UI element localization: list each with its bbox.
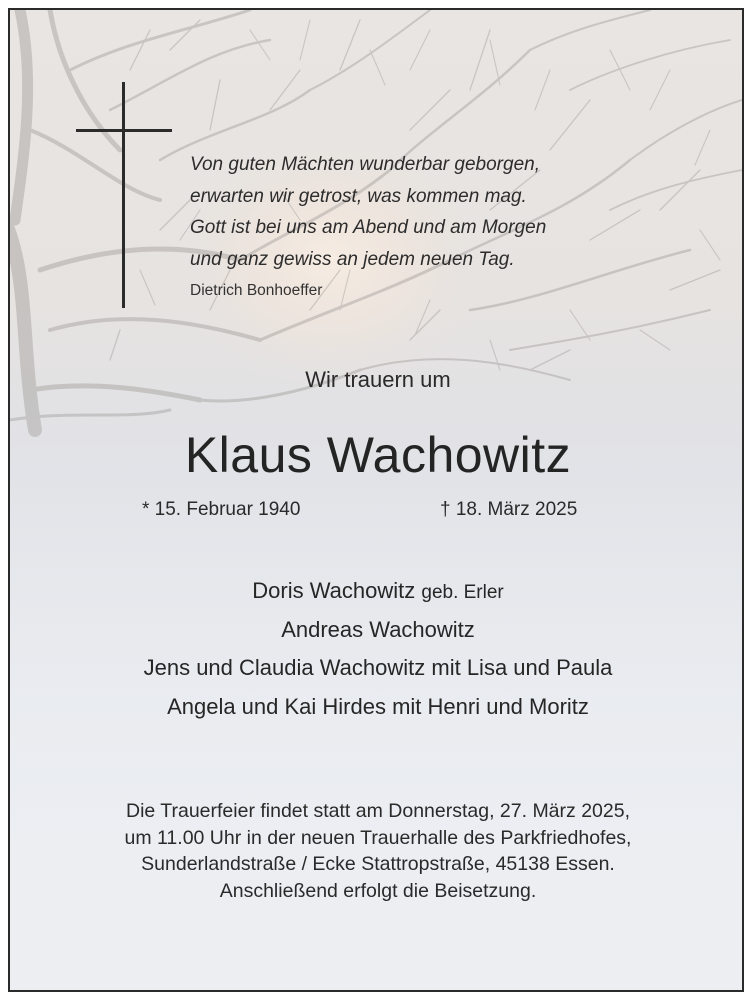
deceased-name: Klaus Wachowitz [184,427,572,483]
poem-line: und ganz gewiss an jedem neuen Tag. [190,248,515,270]
family-line-children-1: Jens und Claudia Wachowitz mit Lisa und Paula [143,655,613,680]
poem-line: erwarten wir getrost, was kommen mag. [190,185,527,207]
ceremony-line: Anschließend erfolgt die Beisetzung. [219,879,537,902]
family-line-spouse [10,578,744,604]
family-line-son: Andreas Wachowitz [281,617,475,642]
poem-line: Von guten Mächten wunderbar geborgen, [190,154,540,175]
poem-author: Dietrich Bonhoeffer [190,282,323,299]
cross-icon [76,82,172,308]
ceremony-line: um 11.00 Uhr in der neuen Trauerhalle des Parkfriedhofes, [124,826,632,849]
poem-line: Gott ist bei uns am Abend und am Morgen [190,217,547,238]
funeral-details [10,798,744,904]
ceremony-line: Die Trauerfeier findet statt am Donnerstag, 27. März 2025, [125,800,630,822]
spouse-name: Doris Wachowitz [252,578,416,603]
bonhoeffer-poem [190,149,690,275]
birth-date: * 15. Februar 1940 [142,499,301,520]
family-line-children-2: Angela und Kai Hirdes mit Henri und Moritz [167,694,589,719]
death-date: † 18. März 2025 [440,499,578,520]
ceremony-line: Sunderlandstraße / Ecke Stattropstraße, 45138 Essen. [141,853,615,875]
obituary-notice [8,8,744,992]
spouse-maiden-name: geb. Erler [421,582,504,603]
mourning-intro: Wir trauern um [305,367,451,392]
